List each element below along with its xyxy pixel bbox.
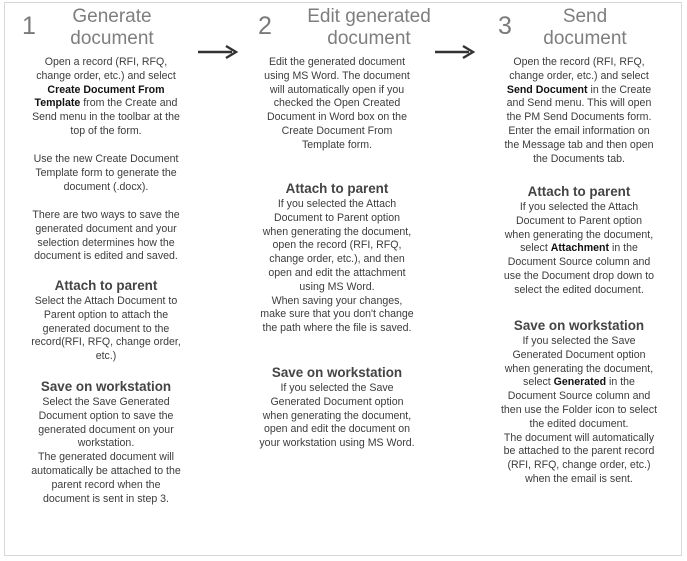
text-line: Document Source column and: [507, 256, 651, 269]
text-line: If you selected the Attach: [519, 201, 639, 213]
step-3-intro: [484, 56, 674, 166]
text-line: make sure that you don't change: [260, 308, 414, 321]
step-1-title-line2: document: [70, 28, 154, 49]
text-line: your workstation using MS Word.: [259, 437, 415, 450]
text-line: If you selected the Save: [522, 335, 636, 347]
text-line: the Message tab and then open: [504, 138, 654, 151]
text-line: etc.): [95, 350, 117, 363]
step-3-save-heading: Save on workstation: [513, 318, 645, 333]
text-line: generated document and your: [35, 222, 177, 235]
step-2-save-text: [242, 382, 432, 451]
arrow-right-icon: [198, 43, 242, 61]
step-1-number: 1: [22, 12, 36, 40]
step-1-title-line1: Generate: [72, 6, 152, 27]
step-3-attach-heading: Attach to parent: [527, 184, 631, 199]
text-line: when generating the document,: [504, 228, 654, 241]
text-line: when generating the document,: [262, 225, 412, 238]
text-line: Document to Parent option: [273, 211, 401, 224]
text-line: change order, etc.), and then: [269, 253, 405, 266]
step-3-save-text: [484, 335, 674, 487]
text-line: the PM Send Documents form.: [506, 111, 652, 124]
text-line: Send menu in the toolbar at the: [32, 111, 180, 124]
text-line: and Send menu. This will open: [506, 97, 652, 110]
text-line: Document option to save the: [38, 409, 174, 422]
text-line: automatically be attached to the: [31, 464, 181, 477]
text-line: Send Document in the Create: [506, 83, 652, 96]
text-line: Document to Parent option: [515, 214, 643, 227]
text-line: when generating the document,: [504, 362, 654, 375]
text-line: If you selected the Save: [280, 382, 394, 394]
step-1-save-text: [6, 396, 206, 506]
text-line: checked the Open Created: [273, 97, 401, 110]
step-3-number: 3: [498, 12, 512, 40]
text-line: Template form to generate the: [35, 166, 177, 179]
text-line: Template from the Create and: [34, 97, 178, 110]
text-line: Parent option to attach the: [43, 308, 169, 321]
text-line: selection determines how the: [37, 236, 175, 249]
arrow-right-icon: [435, 43, 479, 61]
text-line: parent record when the: [51, 478, 161, 491]
text-line: will automatically open if you: [269, 83, 405, 96]
text-line: when generating the document,: [262, 409, 412, 422]
text-line: then use the Folder icon to select: [500, 403, 658, 416]
text-line: Select the Attach Document to: [34, 295, 178, 307]
text-line: Enter the email information on: [508, 124, 650, 137]
text-line: Create Document From: [281, 124, 393, 137]
step-3-title-line2: document: [543, 28, 627, 49]
text-line: be attached to the parent record: [503, 445, 655, 458]
step-1-title: [52, 6, 172, 50]
text-line: document is sent in step 3.: [42, 492, 170, 505]
step-1-intro: [6, 56, 206, 139]
step-2-title-line2: document: [327, 28, 411, 49]
text-line: Select the Save Generated: [42, 396, 170, 408]
text-line: open and edit the document on: [263, 423, 411, 436]
text-line: When saving your changes,: [271, 294, 403, 307]
text-line: Create Document From: [47, 83, 165, 96]
step-3-attach-text: [484, 201, 674, 298]
step-1-intro2: [6, 153, 206, 194]
text-line: select Attachment in the: [520, 242, 638, 255]
step-2-save-heading: Save on workstation: [271, 365, 403, 380]
text-line: change order, etc.) and select: [36, 69, 176, 82]
text-line: document is edited and saved.: [34, 250, 178, 263]
step-3-title-line1: Send: [562, 6, 608, 27]
text-line: using MS Word.: [299, 280, 375, 293]
text-line: Generated Document option: [270, 395, 404, 408]
text-line: There are two ways to save the: [32, 209, 180, 221]
text-line: record(RFI, RFQ, change order,: [31, 336, 181, 349]
text-line: the path where the file is saved.: [262, 322, 412, 335]
text-line: top of the form.: [70, 124, 142, 137]
step-1-intro3: [6, 209, 206, 264]
text-line: workstation.: [77, 437, 135, 450]
text-line: open the record (RFI, RFQ,: [272, 239, 402, 252]
text-line: when the email is sent.: [525, 472, 633, 485]
text-line: If you selected the Attach: [277, 198, 397, 210]
step-2-intro: [242, 56, 432, 153]
step-2-title: [294, 6, 444, 50]
text-line: (RFI, RFQ, change order, etc.): [507, 459, 651, 472]
step-1-save-heading: Save on workstation: [40, 379, 172, 394]
step-2-attach-heading: Attach to parent: [285, 181, 389, 196]
text-line: Document in Word box on the: [267, 111, 407, 124]
text-line: Open the record (RFI, RFQ,: [513, 56, 645, 68]
text-line: the edited document.: [529, 417, 629, 430]
text-line: change order, etc.) and select: [509, 69, 649, 82]
text-line: The generated document will: [37, 451, 175, 464]
text-line: Edit the generated document: [268, 56, 406, 68]
text-line: select the edited document.: [514, 283, 644, 296]
step-1-attach-text: [6, 295, 206, 364]
text-line: the Documents tab.: [533, 152, 625, 165]
text-line: generated document to the: [42, 322, 170, 335]
text-line: The document will automatically: [503, 431, 655, 444]
text-line: Open a record (RFI, RFQ,: [44, 56, 168, 68]
step-2-title-line1: Edit generated: [307, 6, 431, 27]
step-2-number: 2: [258, 12, 272, 40]
text-line: generated document on your: [38, 423, 174, 436]
text-line: Use the new Create Document: [33, 153, 179, 165]
text-line: select Generated in the: [523, 376, 635, 389]
text-line: use the Document drop down to: [503, 269, 655, 282]
text-line: Template form.: [301, 138, 373, 151]
text-line: using MS Word. The document: [264, 69, 410, 82]
text-line: Document Source column and: [507, 390, 651, 403]
text-line: document (.docx).: [63, 180, 149, 193]
text-line: Generated Document option: [512, 348, 646, 361]
step-1-attach-heading: Attach to parent: [54, 278, 158, 293]
text-line: open and edit the attachment: [268, 266, 406, 279]
step-3-title: [530, 6, 640, 50]
step-2-attach-text: [242, 198, 432, 336]
